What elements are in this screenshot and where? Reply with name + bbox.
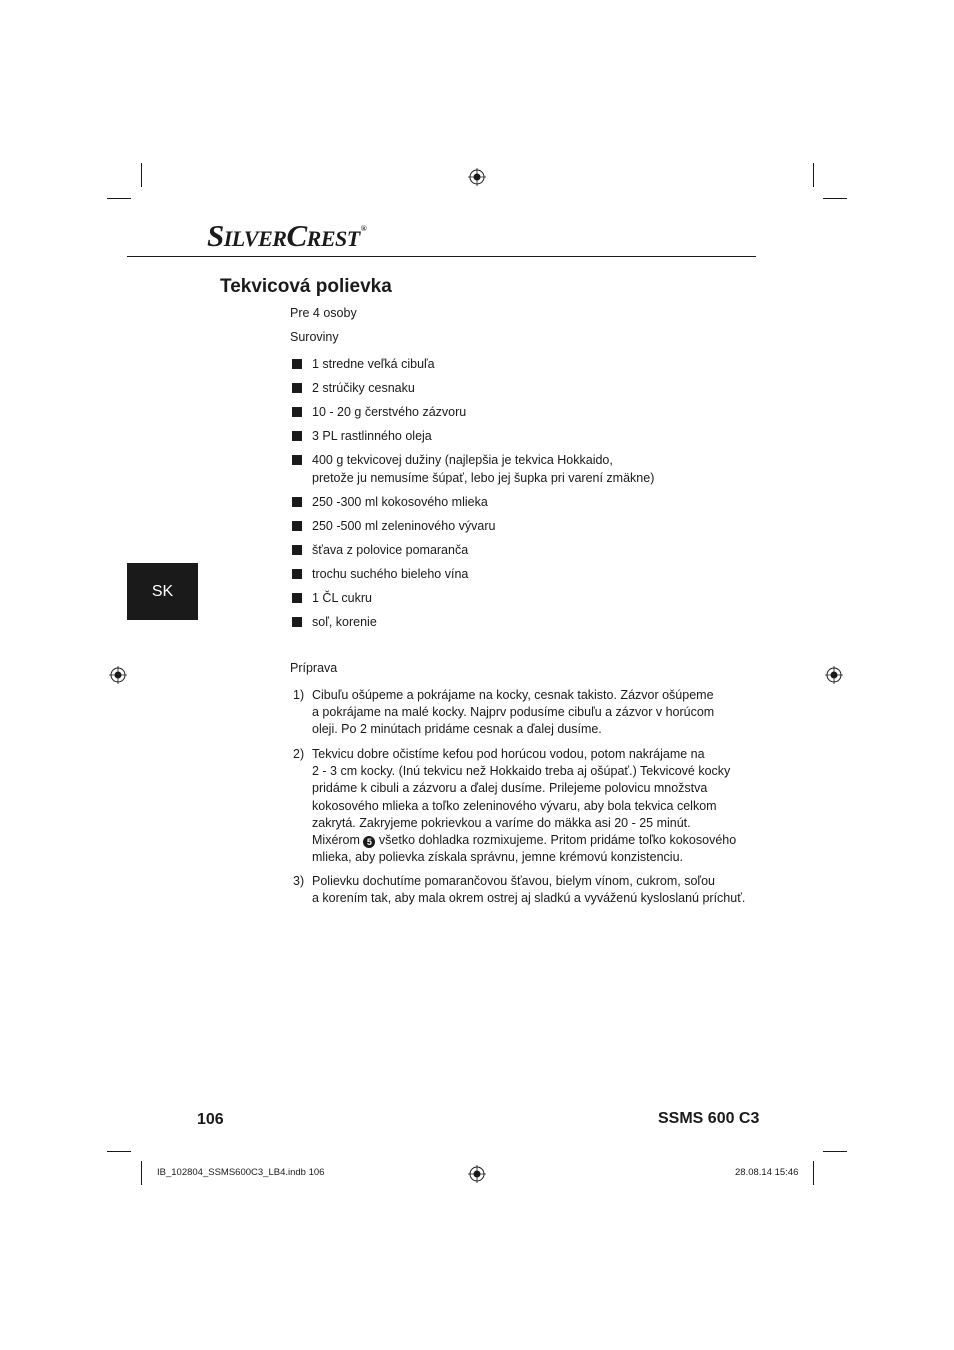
registration-mark-icon bbox=[825, 666, 843, 684]
registered-mark: ® bbox=[360, 224, 367, 233]
step-text bbox=[312, 873, 745, 907]
bullet-icon bbox=[292, 497, 302, 507]
logo-letter: C bbox=[286, 218, 307, 253]
step-line bbox=[312, 832, 736, 849]
step-line: Cibuľu ošúpeme a pokrájame na kocky, cesnak takisto. Zázvor ošúpeme bbox=[312, 688, 714, 702]
logo-text: REST bbox=[306, 226, 360, 251]
step-line: oleji. Po 2 minútach pridáme cesnak a ďalej dusíme. bbox=[312, 722, 602, 737]
logo-text: ILVER bbox=[223, 226, 287, 251]
registration-mark-icon bbox=[468, 1165, 486, 1183]
page-number: 106 bbox=[197, 1111, 224, 1128]
logo-letter: S bbox=[207, 218, 224, 253]
crop-mark bbox=[823, 1151, 847, 1152]
step-text bbox=[312, 746, 736, 866]
step-line: a pokrájame na malé kocky. Najprv podusíme cibuľu a zázvor v horúcom bbox=[312, 705, 715, 720]
preparation-heading: Príprava bbox=[290, 661, 338, 675]
bullet-icon bbox=[292, 593, 302, 603]
step-line: a korením tak, aby mala okrem ostrej aj sladkú a vyváženú kysloslanú príchuť. bbox=[312, 891, 746, 906]
crop-mark bbox=[141, 163, 142, 187]
step-line: Polievku dochutíme pomarančovou šťavou, bielym vínom, cukrom, soľou bbox=[312, 874, 715, 888]
step-number: 3) bbox=[293, 874, 305, 888]
step-line: zakrytá. Zakryjeme pokrievkou a varíme do mäkka asi 20 - 25 minút. bbox=[312, 815, 691, 830]
ingredient-text: 10 - 20 g čerstvého zázvoru bbox=[312, 405, 467, 419]
crop-mark bbox=[813, 1161, 814, 1185]
step-line: pridáme k cibuli a zázvoru a ďalej dusíme. Prilejeme polovicu množstva bbox=[312, 781, 708, 796]
crop-mark bbox=[141, 1161, 142, 1185]
crop-mark bbox=[107, 198, 131, 199]
ingredient-text: 400 g tekvicovej dužiny (najlepšia je tekvica Hokkaido, bbox=[312, 453, 613, 467]
bullet-icon bbox=[292, 521, 302, 531]
step-line: Tekvicu dobre očistíme kefou pod horúcou vodou, potom nakrájame na bbox=[312, 747, 705, 761]
bullet-icon bbox=[292, 359, 302, 369]
part-reference-badge: 5 bbox=[363, 836, 375, 848]
ingredient-text: soľ, korenie bbox=[312, 615, 377, 629]
print-file-info: IB_102804_SSMS600C3_LB4.indb 106 bbox=[157, 1167, 325, 1178]
ingredient-text: pretože ju nemusíme šúpať, lebo jej šupka pri varení zmäkne) bbox=[312, 471, 655, 485]
ingredient-text: 250 -300 ml kokosového mlieka bbox=[312, 495, 488, 509]
bullet-icon bbox=[292, 383, 302, 393]
step-line: 2 - 3 cm kocky. (Inú tekvicu než Hokkaido treba aj ošúpať.) Tekvicové kocky bbox=[312, 764, 731, 779]
crop-mark bbox=[107, 1151, 131, 1152]
ingredient-text: 1 ČL cukru bbox=[312, 591, 372, 605]
step-number: 2) bbox=[293, 747, 305, 761]
crop-mark bbox=[823, 198, 847, 199]
ingredient-text: 1 stredne veľká cibuľa bbox=[312, 357, 435, 371]
print-datetime: 28.08.14 15:46 bbox=[735, 1167, 799, 1178]
header-rule bbox=[127, 256, 756, 257]
servings: Pre 4 osoby bbox=[290, 306, 357, 320]
ingredients-heading: Suroviny bbox=[290, 330, 339, 344]
ingredient-text: 3 PL rastlinného oleja bbox=[312, 429, 432, 443]
crop-mark bbox=[813, 163, 814, 187]
bullet-icon bbox=[292, 431, 302, 441]
bullet-icon bbox=[292, 545, 302, 555]
ingredient-text: šťava z polovice pomaranča bbox=[312, 543, 469, 557]
bullet-icon bbox=[292, 455, 302, 465]
step-number: 1) bbox=[293, 688, 305, 702]
step-line: mlieka, aby polievka získala správnu, jemne krémovú konzistenciu. bbox=[312, 850, 684, 865]
silvercrest-logo bbox=[207, 218, 366, 254]
step-text bbox=[312, 687, 714, 739]
bullet-icon bbox=[292, 569, 302, 579]
registration-mark-icon bbox=[109, 666, 127, 684]
page-title: Tekvicová polievka bbox=[220, 276, 392, 297]
ingredient-text: 2 strúčiky cesnaku bbox=[312, 381, 415, 395]
language-tab: SK bbox=[127, 563, 198, 620]
registration-mark-icon bbox=[468, 168, 486, 186]
ingredient-text: 250 -500 ml zeleninového vývaru bbox=[312, 519, 496, 533]
step-line: kokosového mlieka a toľko zeleninového vývaru, aby bola tekvica celkom bbox=[312, 798, 717, 813]
mixer-text: všetko dohladka rozmixujeme. Pritom pridáme toľko kokosového bbox=[378, 833, 737, 848]
mixer-text: Mixérom bbox=[312, 833, 360, 848]
ingredient-text: trochu suchého bieleho vína bbox=[312, 567, 469, 581]
bullet-icon bbox=[292, 407, 302, 417]
bullet-icon bbox=[292, 617, 302, 627]
model-name: SSMS 600 C3 bbox=[658, 1110, 760, 1127]
